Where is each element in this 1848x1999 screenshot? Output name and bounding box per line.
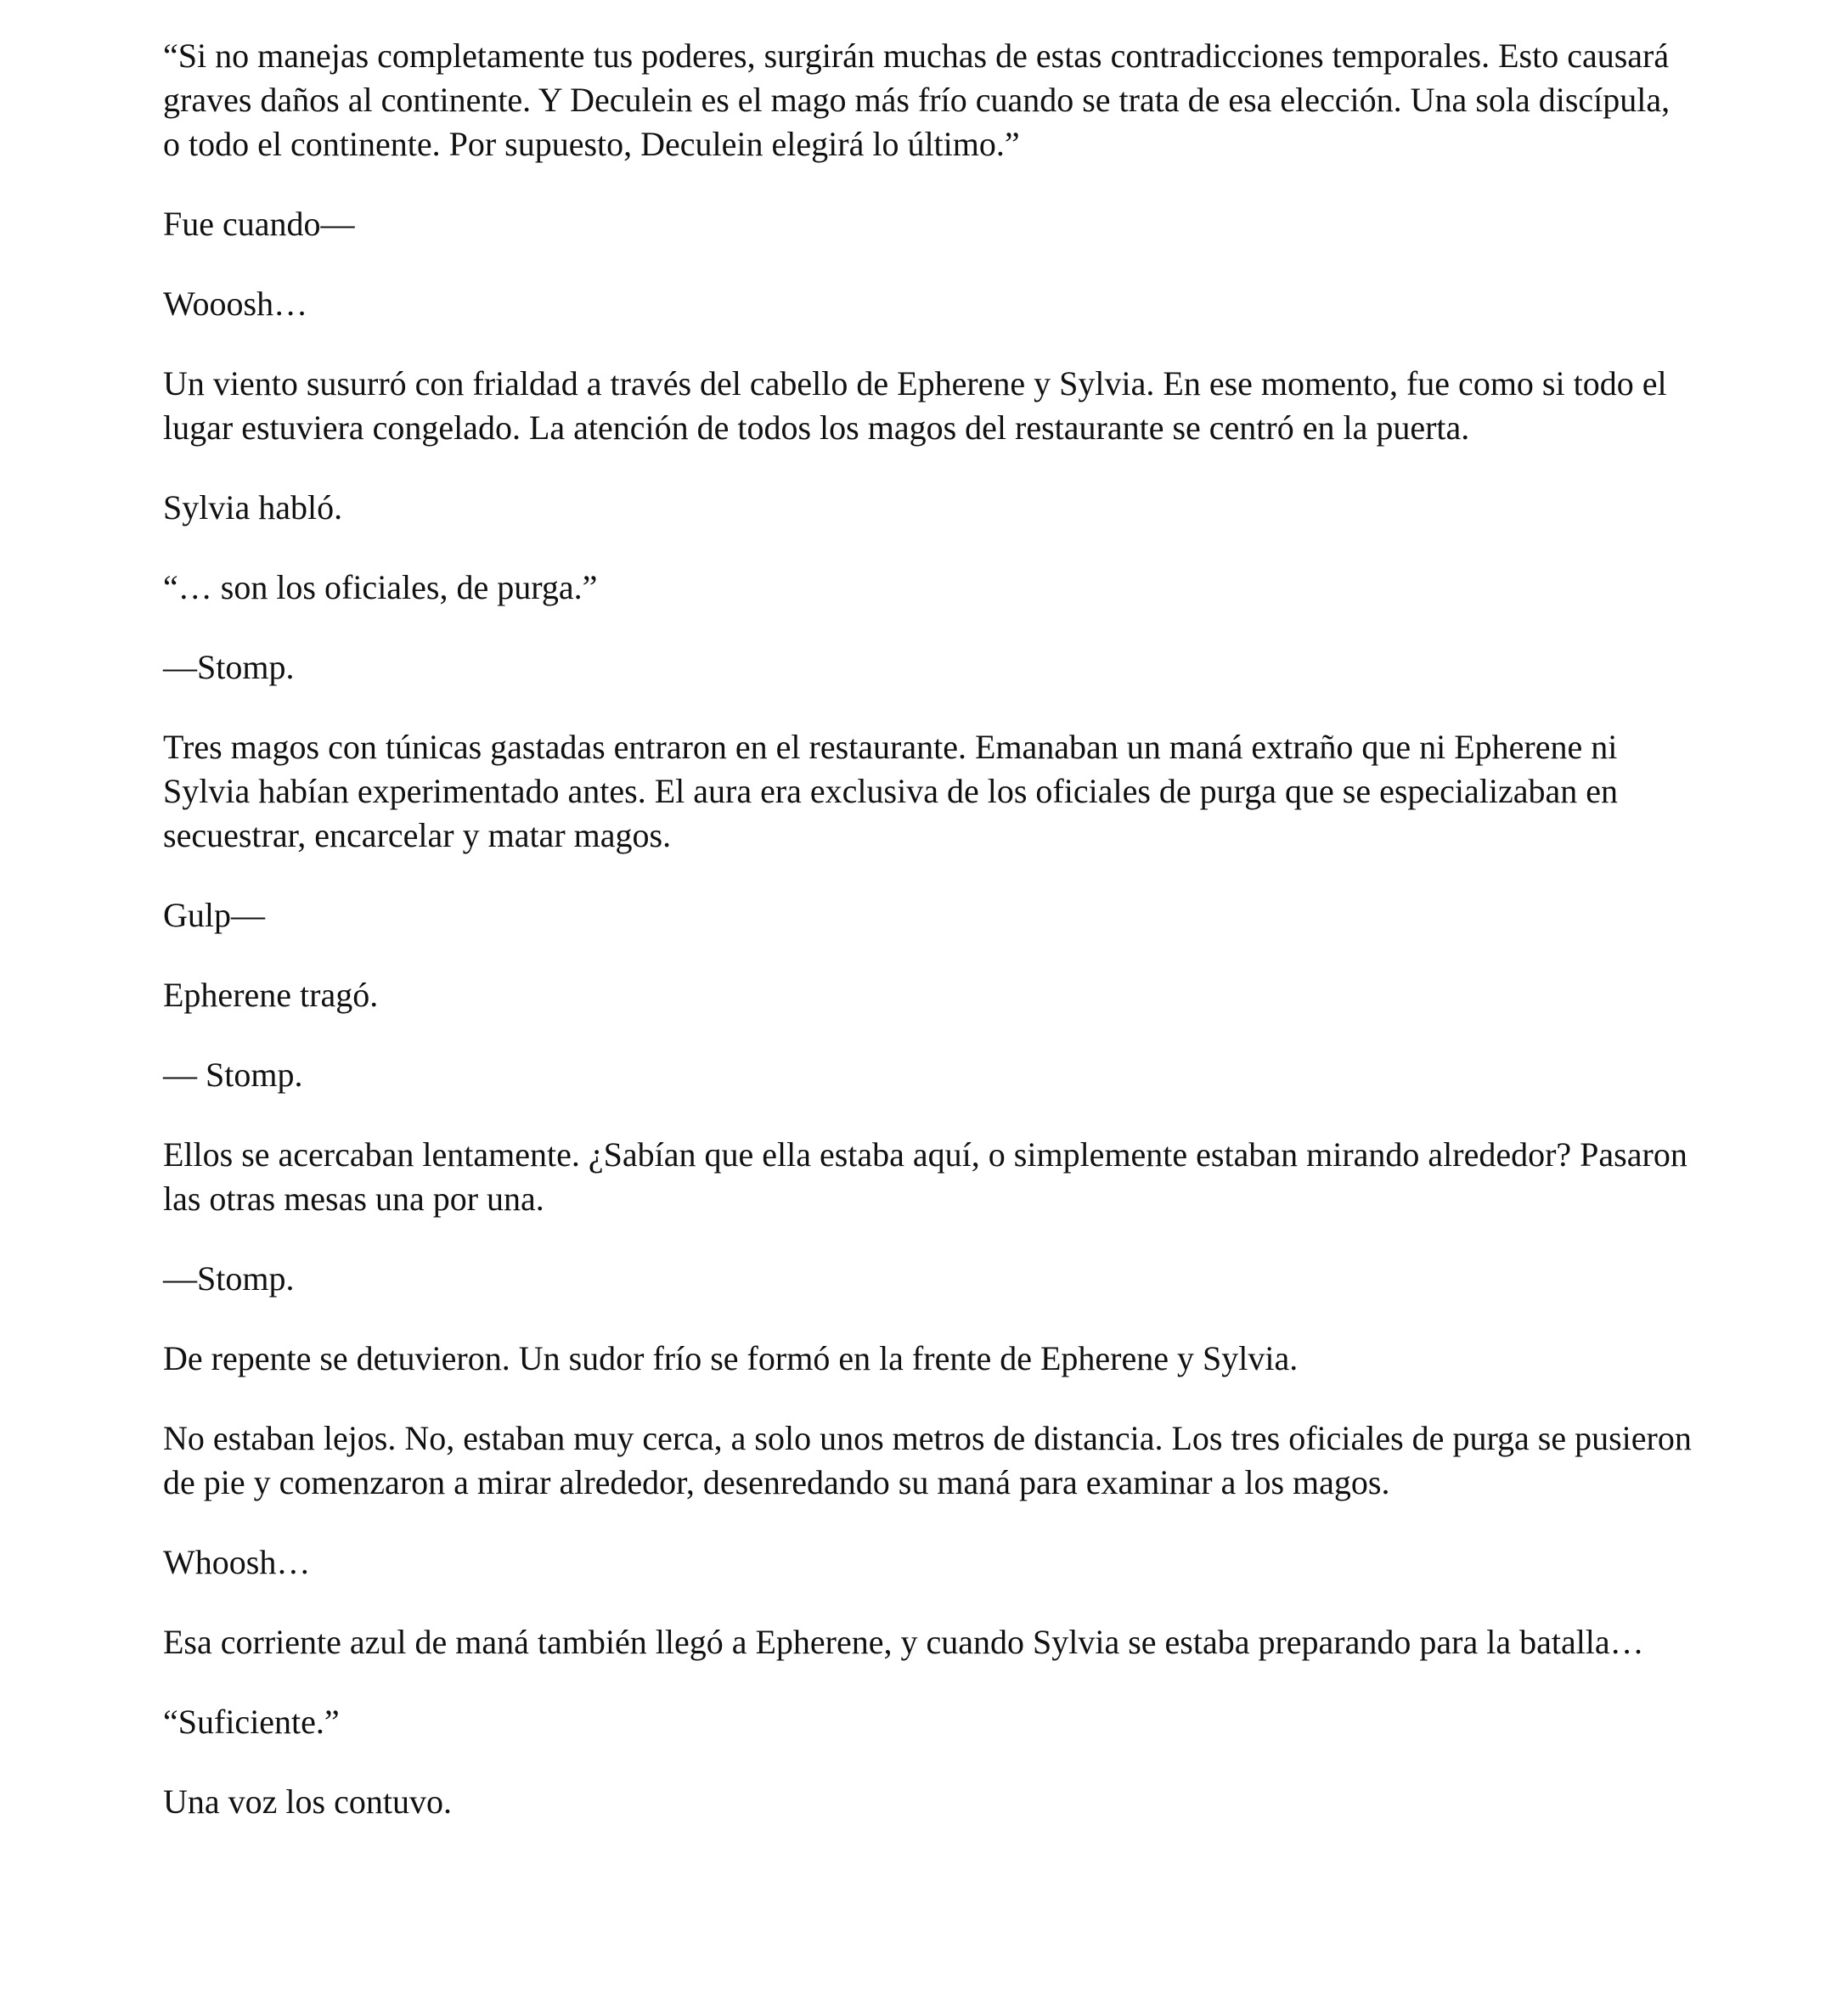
paragraph: Tres magos con túnicas gastadas entraron en el restaurante. Emanaban un maná extraño que ni Epherene ni Sylvia habían experimentado antes. El aura era exclusiva de los oficiales de purga que se especializaban en secuestrar, encarcelar y matar magos. [163, 728, 1619, 854]
paragraph: Fue cuando— [163, 205, 355, 243]
paragraph: Sylvia habló. [163, 488, 343, 526]
paragraph: Whoosh… [163, 1543, 311, 1581]
paragraph: —Stomp. [163, 1259, 295, 1298]
paragraph: De repente se detuvieron. Un sudor frío se formó en la frente de Epherene y Sylvia. [163, 1339, 1299, 1377]
paragraph: “Si no manejas completamente tus poderes, surgirán muchas de estas contradicciones temporales. Esto causará graves daños al continente. Y Deculein es el mago más frío cuando se trata de esa elección. Una sola discípula, o todo el continente. Por supuesto, Deculein elegirá lo último.” [163, 37, 1671, 163]
paragraph: Wooosh… [163, 284, 308, 323]
paragraph: “Suficiente.” [163, 1703, 340, 1741]
paragraph: Ellos se acercaban lentamente. ¿Sabían que ella estaba aquí, o simplemente estaban mirando alrededor? Pasaron las otras mesas una por una. [163, 1135, 1687, 1218]
paragraph: Epherene tragó. [163, 976, 379, 1014]
paragraph: Un viento susurró con frialdad a través del cabello de Epherene y Sylvia. En ese momento, fue como si todo el lugar estuviera congelado. La atención de todos los magos del restaurante se centró en la puerta. [163, 364, 1667, 447]
paragraph: “… son los oficiales, de purga.” [163, 568, 598, 606]
paragraph: Una voz los contuvo. [163, 1782, 452, 1821]
paragraph: No estaban lejos. No, estaban muy cerca, a solo unos metros de distancia. Los tres oficiales de purga se pusieron de pie y comenzaron a mirar alrededor, desenredando su maná para examinar a los magos. [163, 1419, 1692, 1501]
paragraph: Esa corriente azul de maná también llegó a Epherene, y cuando Sylvia se estaba preparando para la batalla… [163, 1623, 1644, 1661]
document-body [163, 34, 1692, 1860]
paragraph: Gulp— [163, 896, 265, 934]
paragraph: — Stomp. [163, 1056, 303, 1094]
paragraph: —Stomp. [163, 648, 295, 686]
